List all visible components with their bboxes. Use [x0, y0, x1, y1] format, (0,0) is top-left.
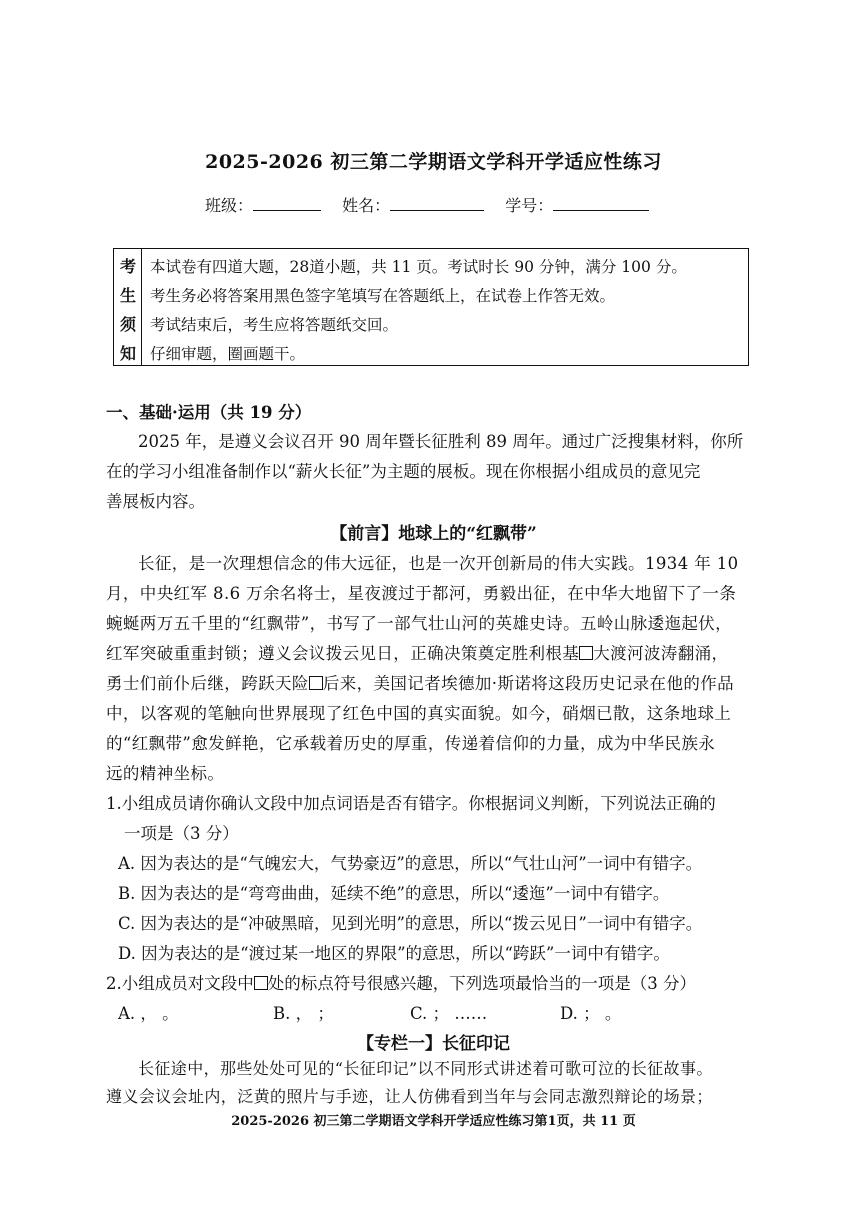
- notice-heading-char: 考: [119, 257, 136, 276]
- preface-line-5: [106, 670, 734, 694]
- punctuation-blank-box: [309, 676, 323, 690]
- class-label: 班级：: [205, 196, 254, 215]
- name-label: 姓名：: [342, 196, 391, 215]
- column1-heading: 【专栏一】长征印记: [357, 1034, 510, 1054]
- q1-option: D. 因为表达的是“渡过某一地区的界限”的意思，所以“跨跃”一词中有错字。: [118, 944, 670, 963]
- punctuation-blank-box: [254, 976, 268, 990]
- page-title: 2025-2026 初三第二学期语文学科开学适应性练习: [205, 151, 662, 173]
- q2-option: A. ， 。: [118, 1004, 179, 1023]
- student-info-line: [205, 193, 649, 216]
- page-footer: 2025-2026 初三第二学期语文学科开学适应性练习第1页，共 11 页: [231, 1114, 636, 1129]
- preface-line-4-text: 红军突破重重封锁；遵义会议拨云见日，正确决策奠定胜利根基: [106, 644, 580, 663]
- preface-line: 长征，是一次理想信念的伟大远征，也是一次开创新局的伟大实践。1934 年 10: [138, 554, 739, 573]
- column1-line: 长征途中，那些处处可见的“长征印记”以不同形式讲述着可歌可泣的长征故事。: [138, 1059, 713, 1078]
- preface-line-5-tail: 后来，美国记者埃德加·斯诺将这段历史记录在他的作品: [322, 674, 735, 693]
- preface-line-4: [106, 640, 728, 664]
- q2-stem: [106, 970, 696, 994]
- q1-stem: 1.小组成员请你确认文段中加点词语是否有错字。你根据词义判断，下列说法正确的: [106, 794, 716, 813]
- q2-option: D. ； 。: [560, 1004, 622, 1023]
- preface-line: 的“红飘带”愈发鲜艳，它承载着历史的厚重，传递着信仰的力量，成为中华民族永: [106, 734, 716, 753]
- q1-option: C. 因为表达的是“冲破黑暗，见到光明”的意思，所以“拨云见日”一词中有错字。: [118, 914, 703, 933]
- q2-option: B. ， ；: [273, 1004, 334, 1023]
- preface-line: 远的精神坐标。: [106, 764, 225, 783]
- section-heading: 一、基础·运用（共 19 分）: [106, 403, 312, 422]
- q2-option: C. ； ……: [410, 1004, 488, 1023]
- q1-option: A. 因为表达的是“气魄宏大，气势豪迈”的意思，所以“气壮山河”一词中有错字。: [118, 854, 703, 873]
- preface-line: 中，以客观的笔触向世界展现了红色中国的真实面貌。如今，硝烟已散，这条地球上: [106, 704, 732, 723]
- notice-line: 仔细审题，圈画题干。: [150, 345, 306, 363]
- preface-heading: 【前言】地球上的“红飘带”: [330, 524, 537, 544]
- preface-line: 蜿蜒两万五千里的“红飘带”，书写了一部气壮山河的英雄史诗。五岭山脉逶迤起伏，: [106, 614, 733, 633]
- intro-line: 善展板内容。: [106, 492, 205, 511]
- q2-stem-post: 处的标点符号很感兴趣，下列选项最恰当的一项是（3 分）: [267, 974, 696, 993]
- notice-line: 考生务必将答案用黑色签字笔填写在答题纸上，在试卷上作答无效。: [150, 287, 616, 305]
- punctuation-blank-box: [579, 646, 593, 660]
- exam-notice-box: [113, 248, 749, 366]
- notice-heading-column: [114, 249, 142, 365]
- id-label: 学号：: [505, 196, 554, 215]
- intro-line: 在的学习小组准备制作以“薪火长征”为主题的展板。现在你根据小组成员的意见完: [106, 462, 701, 481]
- preface-line-5-text: 勇士们前仆后继，跨跃天险: [106, 674, 309, 693]
- preface-line: 月，中央红军 8.6 万余名将士，星夜渡过于都河，勇毅出征，在中华大地留下了一条: [106, 584, 737, 603]
- notice-heading-char: 须: [119, 315, 136, 334]
- id-blank: [553, 196, 649, 211]
- column1-line: 遵义会议会址内，泛黄的照片与手迹，让人仿佛看到当年与会同志激烈辩论的场景；: [106, 1087, 713, 1106]
- intro-line: 2025 年，是遵义会议召开 90 周年暨长征胜利 89 周年。通过广泛搜集材料，你所: [138, 432, 744, 451]
- notice-heading-char: 生: [119, 286, 136, 305]
- q1-stem-cont: 一项是（3 分）: [124, 824, 239, 843]
- preface-line-4-tail: 大渡河波涛翻涌，: [593, 644, 729, 663]
- notice-line: 本试卷有四道大题，28道小题，共 11 页。考试时长 90 分钟，满分 100 分。: [150, 258, 687, 276]
- q2-stem-pre: 2.小组成员对文段中: [106, 974, 254, 993]
- notice-heading-char: 知: [119, 344, 136, 363]
- class-blank: [253, 196, 321, 211]
- name-blank: [390, 196, 484, 211]
- q1-option: B. 因为表达的是“弯弯曲曲，延续不绝”的意思，所以“逶迤”一词中有错字。: [118, 884, 670, 903]
- notice-line: 考试结束后，考生应将答题纸交回。: [150, 316, 399, 334]
